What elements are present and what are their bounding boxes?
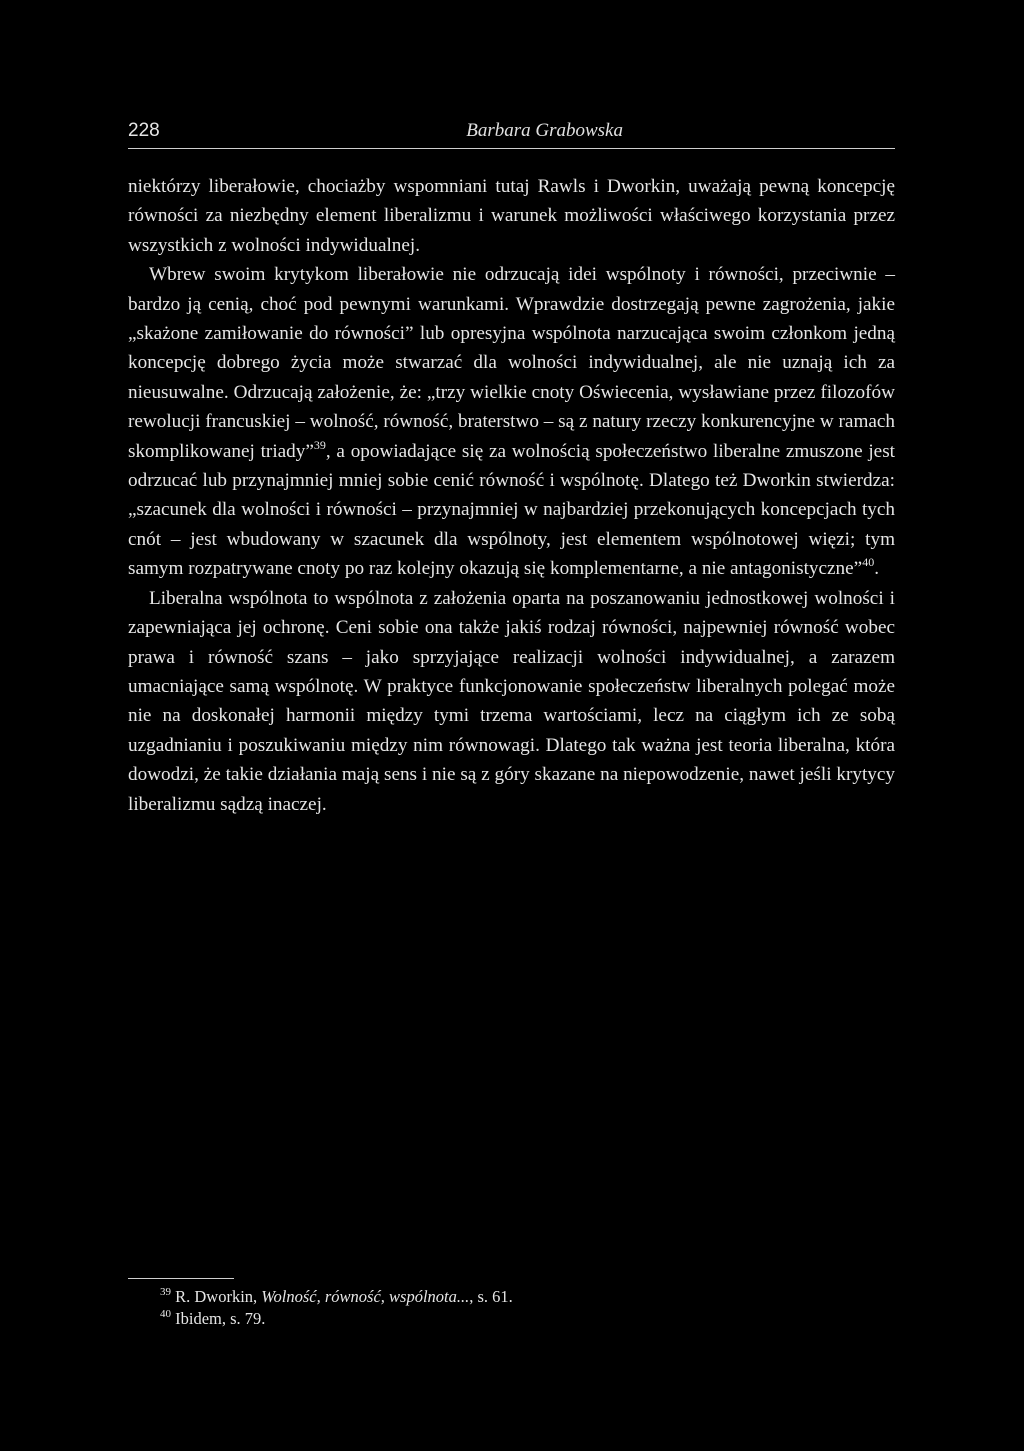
running-head-author: Barbara Grabowska bbox=[466, 120, 623, 141]
footnote-40 bbox=[160, 1308, 895, 1330]
footnote-text: , s. 61. bbox=[469, 1287, 513, 1306]
footnote-title: Wolność, równość, wspólnota... bbox=[261, 1287, 470, 1306]
paragraph-2 bbox=[128, 260, 895, 583]
footnote-text: R. Dworkin, bbox=[175, 1287, 262, 1306]
paragraph-2-text-b: , a opowiadające się za wolnością społeczeństwo liberalne zmuszone jest odrzucać lub przynajmniej mniej sobie cenić równość i wspólnotę. Dlatego też Dworkin stwierdza: „szacunek dla wolności i równości – przynajmniej w najbardziej przekonujących koncepcjach tych cnót – jest wbudowany w szacunek dla wspólnoty, jest elementem wspólnotowej więzi; tym samym rozpatrywane cnoty po raz kolejny okazują się komplementarne, a nie antagonistyczne” bbox=[128, 440, 895, 580]
page-number: 228 bbox=[128, 120, 160, 141]
paragraph-2-text-c: . bbox=[874, 558, 879, 580]
running-header bbox=[128, 118, 895, 149]
paragraph-1-text: niektórzy liberałowie, chociażby wspomniani tutaj Rawls i Dworkin, uważają pewną koncepcję równości za niezbędny element liberalizmu i warunek możliwości właściwego korzystania przez wszystkich z wolności indywidualnej. bbox=[128, 176, 895, 256]
paragraph-3 bbox=[128, 584, 895, 819]
footnote-text: Ibidem, s. 79. bbox=[175, 1309, 266, 1328]
footnote-39 bbox=[160, 1286, 895, 1308]
footnote-ref-39[interactable]: 39 bbox=[313, 437, 326, 452]
paragraph-3-text: Liberalna wspólnota to wspólnota z założenia oparta na poszanowaniu jednostkowej wolności i zapewniająca jej ochronę. Ceni sobie ona także jakiś rodzaj równości, najpewniej równość wobec prawa i równość szans – jako sprzyjające realizacji wolności indywidualnej, a zarazem umacniające samą wspólnotę. W praktyce funkcjonowanie społeczeństw liberalnych polegać może nie na doskonałej harmonii między tymi trzema wartościami, lecz na ciągłym ich ze sobą uzgadnianiu i poszukiwaniu między nim równowagi. Dlatego tak ważna jest teoria liberalna, która dowodzi, że takie działania mają sens i nie są z góry skazane na niepowodzenie, nawet jeśli krytycy liberalizmu sądzą inaczej. bbox=[128, 587, 895, 815]
footnote-number: 39 bbox=[160, 1286, 171, 1298]
main-text bbox=[128, 172, 895, 819]
footnote-ref-40[interactable]: 40 bbox=[862, 555, 875, 570]
paragraph-2-text-a: Wbrew swoim krytykom liberałowie nie odrzucają idei wspólnoty i równości, przeciwnie – bardzo ją cenią, choć pod pewnymi warunkami. Wprawdzie dostrzegają pewne zagrożenia, jakie „skażone zamiłowanie do równości” lub opresyjna wspólnota narzucająca swoim członkom jedną koncepcję dobrego życia może stwarzać dla wolności indywidualnej, ale nie uznają ich za nieusuwalne. Odrzucają założenie, że: „trzy wielkie cnoty Oświecenia, wysławiane przez filozofów rewolucji francuskiej – wolność, równość, braterstwo – są z natury rzeczy konkurencyjne w ramach skomplikowanej triady” bbox=[128, 264, 895, 462]
footnote-number: 40 bbox=[160, 1308, 171, 1320]
paragraph-1 bbox=[128, 172, 895, 260]
footnotes bbox=[160, 1286, 895, 1330]
footnote-divider bbox=[128, 1278, 234, 1279]
